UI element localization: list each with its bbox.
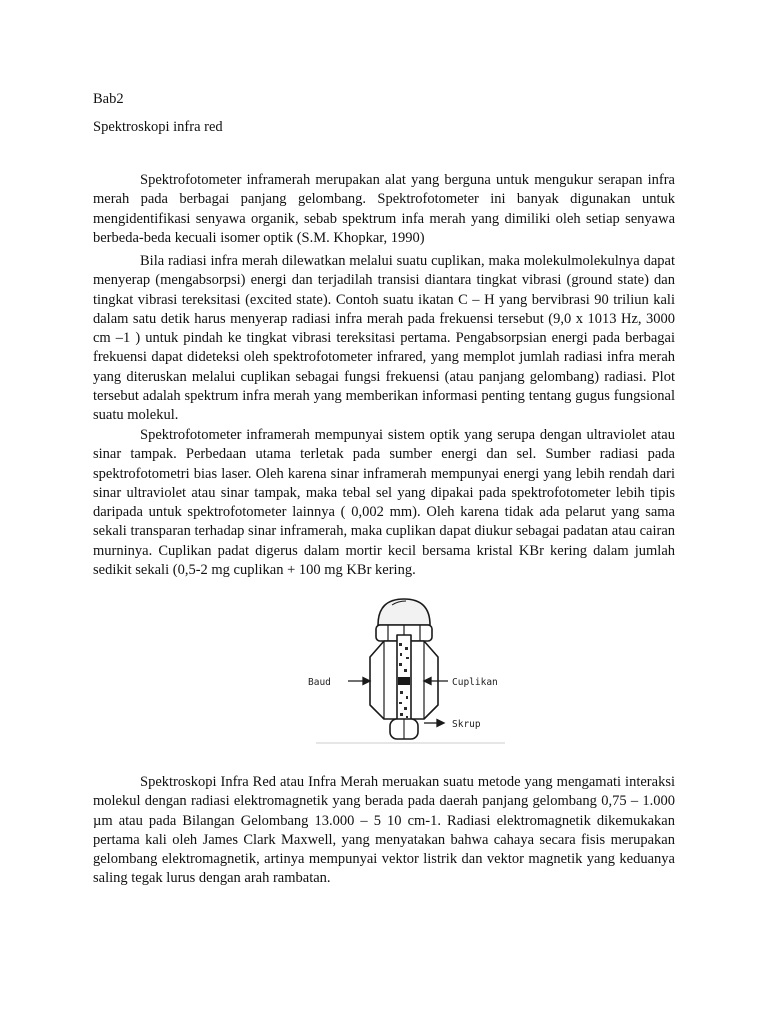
label-cuplikan: Cuplikan — [452, 677, 498, 688]
paragraph-1: Spektrofotometer inframerah merupakan alat yang berguna untuk mengukur serapan infra merah pada berbagai panjang gelombang. Spektrofotometer ini banyak digunakan untuk mengidentifikasi senyawa organik, sebab spektrum infa merah yang dimiliki oleh setiap senyawa berbeda-beda kecuali isomer optik (S.M. Khopkar, 1990) — [93, 172, 675, 246]
paragraph-2: Bila radiasi infra merah dilewatkan melalui suatu cuplikan, maka molekulmolekulnya dapat menyerap (mengabsorpsi) energi dan terjadilah transisi diantara tingkat vibrasi (ground state) dan tingkat vibrasi tereksitasi (excited state). Contoh suatu ikatan C – H yang bervibrasi 90 triliun kali dalam satu detik harus menyerap radiasi infra merah pada frekuensi tersebut (9,0 x 1013 Hz, 3000 cm –1 ) untuk pindah ke tingkat vibrasi tereksitasi pertama. Pengabsorpsian energi pada berbagai frekuensi dapat dideteksi oleh spektrofotometer infrared, yang memplot jumlah radiasi infra merah yang diteruskan melalui cuplikan sebagai fungsi frekuensi (atau panjang gelombang) radiasi. Plot tersebut adalah spektrum infra merah yang memberikan informasi penting tentang gugus fungsional suatu molekul. — [93, 253, 675, 424]
label-baud: Baud — [308, 677, 331, 688]
sample-pellet — [398, 677, 410, 685]
chapter-label: Bab2 — [93, 91, 124, 107]
kbr-pellet-press-figure — [300, 595, 515, 745]
pellet-press-diagram — [300, 595, 515, 745]
paragraph-4: Spektroskopi Infra Red atau Infra Merah meruakan suatu metode yang mengamati interaksi molekul dengan radiasi elektromagnetik yang berada pada daerah panjang gelombang 0,75 – 1.000 µm atau pada Bilangan Gelombang 13.000 – 5 10 cm-1. Radiasi elektromagnetik dikemukakan pertama kali oleh James Clark Maxwell, yang menyatakan bahwa cahaya secara fisis merupakan gelombang elektromagnetik, artinya mempunyai vektor listrik dan vektor magnetik yang keduanya saling tegak lurus dengan arah rambatan. — [93, 774, 675, 887]
top-cap-dome — [378, 599, 430, 625]
section-title: Spektroskopi infra red — [93, 119, 223, 135]
label-skrup: Skrup — [452, 719, 481, 730]
paragraph-3: Spektrofotometer inframerah mempunyai sistem optik yang serupa dengan ultraviolet atau sinar tampak. Perbedaan utama terletak pada sumber energi dan sel. Sumber radiasi pada spektrofotometri bias laser. Oleh karena sinar inframerah mempunyai energi yang lebih rendah dari sinar ultraviolet atau sinar tampak, maka tebal sel yang dipakai pada spektrofotometer lebih tipis daripada untuk spektrofotometer lainnya ( 0,002 mm). Oleh karena tidak ada pelarut yang sama sekali transparan terhadap sinar inframerah, maka cuplikan dapat diukur sebagai padatan atau cairan murninya. Cuplikan padat digerus dalam mortir kecil bersama kristal KBr kering dalam jumlah sedikit sekali (0,5-2 mg cuplikan + 100 mg KBr kering. — [93, 427, 675, 579]
